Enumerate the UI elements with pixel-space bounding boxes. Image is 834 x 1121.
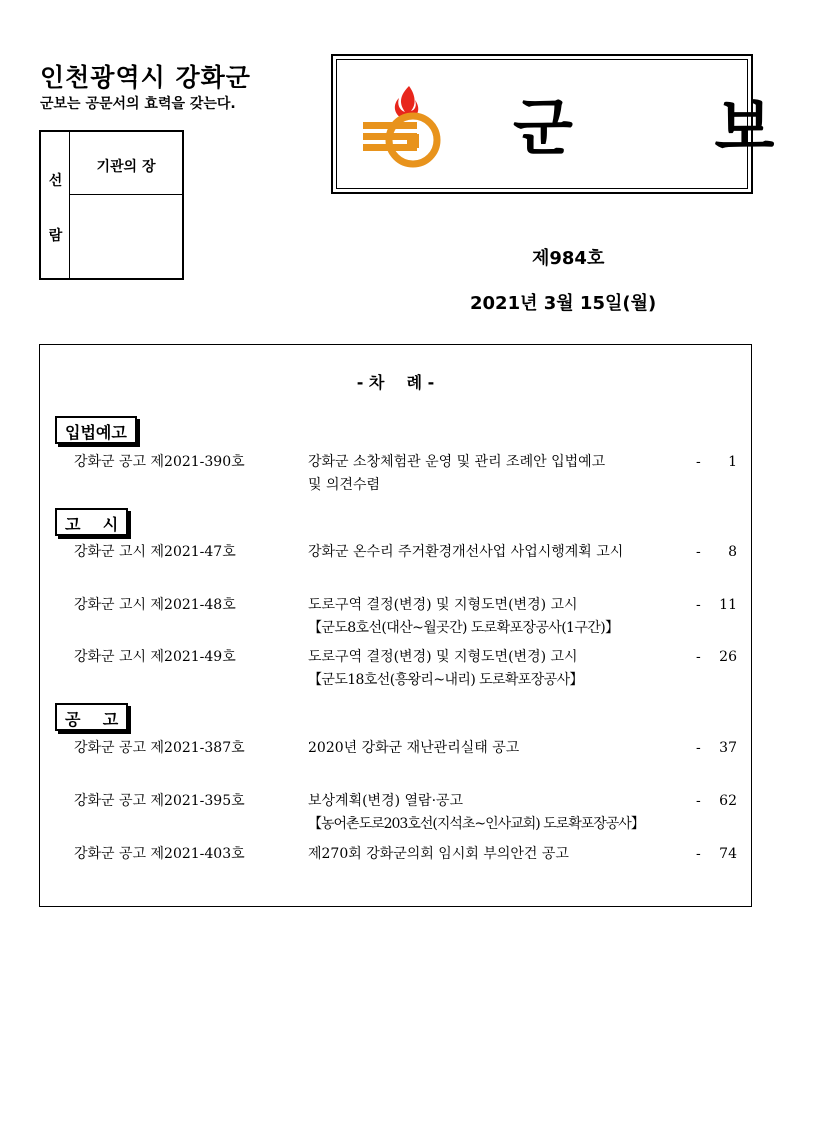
approval-column-header: 기관의 장 [70,132,182,195]
notice-title: 도로구역 결정(변경) 및 지형도면(변경) 고시 【군도18호선(흥왕리~내리) 도로확포장공사】 [308,649,583,688]
notice-number: 강화군 고시 제2021-49호 [74,649,236,665]
section-label-announcement: 고 시 [55,508,128,536]
issue-number: 제984호 [532,248,605,269]
notice-number: 강화군 공고 제2021-387호 [74,740,245,756]
page-number: 62 [719,793,737,809]
page-number: 8 [728,544,737,560]
leader-dash: - [696,793,701,809]
leader-dash: - [696,544,701,560]
masthead [331,54,834,194]
page-number: 26 [719,649,737,665]
leader-dash: - [696,846,701,862]
approval-side-label-2: 람 [48,228,63,244]
notice-title: 강화군 온수리 주거환경개선사업 사업시행계획 고시 [308,544,624,560]
masthead-title: 군 보 [513,91,834,164]
gangwha-emblem-icon [357,78,457,168]
page-number: 11 [719,597,737,613]
section-label-public-notice: 공 고 [55,703,128,731]
notice-title: 제270회 강화군의회 임시회 부의안건 공고 [308,846,569,862]
leader-dash: - [696,649,701,665]
approval-side-label-1: 선 [48,173,63,189]
emblem-core [407,134,419,148]
approval-box [39,130,184,280]
notice-title: 2020년 강화군 재난관리실태 공고 [308,740,520,756]
org-title: 인천광역시 강화군 [40,63,251,92]
leader-dash: - [696,740,701,756]
leader-dash: - [696,454,701,470]
page-number: 1 [728,454,737,470]
org-subtitle: 군보는 공문서의 효력을 갖는다. [40,96,236,112]
leader-dash: - [696,597,701,613]
notice-title: 강화군 소창체험관 운영 및 관리 조례안 입법예고 및 의견수렴 [308,454,606,493]
notice-number: 강화군 공고 제2021-390호 [74,454,245,470]
notice-number: 강화군 고시 제2021-48호 [74,597,236,613]
notice-title: 도로구역 결정(변경) 및 지형도면(변경) 고시 【군도8호선(대산~월곳간) 도로확포장공사(1구간)】 [308,597,619,636]
notice-title: 보상계획(변경) 열람·공고 【농어촌도로203호선(지석초~인사교회) 도로확포장공사】 [308,793,644,832]
notice-number: 강화군 고시 제2021-47호 [74,544,236,560]
approval-side-column [41,132,70,278]
page-number: 74 [719,846,737,862]
emblem-band-1 [363,122,417,129]
notice-number: 강화군 공고 제2021-403호 [74,846,245,862]
notice-number: 강화군 공고 제2021-395호 [74,793,245,809]
table-of-contents [39,344,752,907]
issue-date: 2021년 3월 15일(월) [470,293,657,314]
section-label-legislative-notice: 입법예고 [55,416,137,444]
page-number: 37 [719,740,737,756]
toc-heading: - 차 례 - [356,373,435,392]
